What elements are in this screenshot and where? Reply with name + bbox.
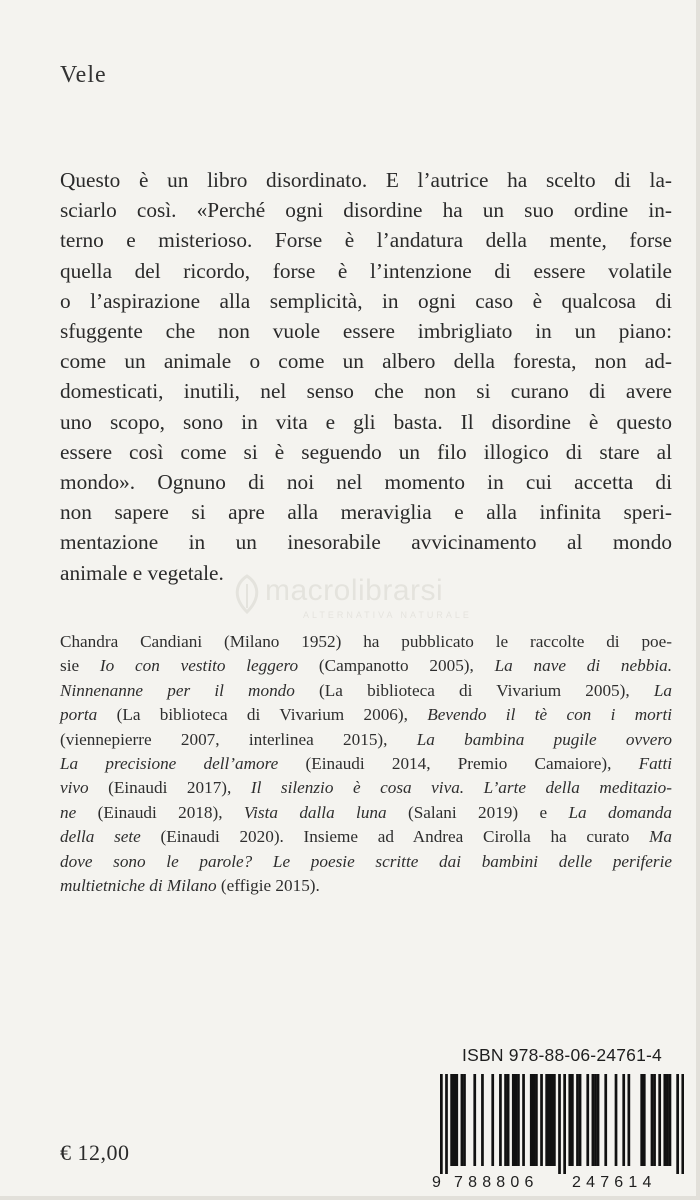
barcode-right-group: 247614	[572, 1174, 657, 1191]
barcode-bar	[445, 1074, 448, 1174]
barcode-bar	[576, 1074, 579, 1166]
barcode-bar	[681, 1074, 684, 1174]
barcode-bar	[473, 1074, 476, 1166]
barcode-bar	[461, 1074, 464, 1166]
blurb-line: mentazione in un inesorabile avvicinamento al mondo	[60, 530, 672, 555]
barcode-bar	[597, 1074, 600, 1166]
bio-line	[60, 825, 672, 849]
bio-text: (Campanotto 2005),	[298, 656, 495, 676]
barcode-bar	[553, 1074, 556, 1166]
barcode-bar	[463, 1074, 466, 1166]
barcode-bar	[512, 1074, 515, 1166]
barcode-bar	[653, 1074, 656, 1166]
bio-text: (Salani 2019) e	[386, 802, 569, 822]
barcode-bar	[676, 1074, 679, 1174]
blurb-line: sciarlo così. «Perché ogni disordine ha un suo ordine in-	[60, 198, 672, 223]
bio-text: sie	[60, 656, 100, 676]
barcode-bar	[563, 1074, 566, 1174]
bio-title-italic: Vista dalla luna	[243, 802, 387, 822]
barcode-bar	[453, 1074, 456, 1166]
blurb-line: uno scopo, sono in vita e gli basta. Il disordine è questo	[60, 409, 672, 434]
barcode-bar	[615, 1074, 618, 1166]
blurb-line: quella del ricordo, forse è l’intenzione di essere volatile	[60, 258, 672, 283]
barcode-bar	[643, 1074, 646, 1166]
author-bio	[60, 630, 672, 898]
barcode-bar	[540, 1074, 543, 1166]
bio-line	[60, 752, 672, 776]
barcode-bar	[568, 1074, 571, 1166]
barcode-bar	[666, 1074, 669, 1166]
bio-title-italic: multietniche di Milano	[60, 876, 217, 896]
bio-text: (Einaudi 2018),	[76, 802, 244, 822]
bio-title-italic: dove sono le parole? Le poesie scritte dai bambini delle periferie	[60, 851, 672, 871]
bio-title-italic: La precisione dell’amore	[60, 754, 279, 774]
bio-line	[60, 654, 672, 678]
barcode-bar	[455, 1074, 458, 1166]
watermark	[225, 570, 505, 622]
bio-line	[60, 874, 672, 898]
barcode-bar	[604, 1074, 607, 1166]
blurb-line: non sapere si apre alla meraviglia e alla infinita speri-	[60, 500, 672, 525]
blurb-line: domesticati, inutili, nel senso che non si curano di avere	[60, 379, 672, 404]
bio-title-italic: La bambina pugile ovvero	[416, 729, 672, 749]
barcode-bar	[545, 1074, 548, 1166]
bio-title-italic: La nave di nebbia.	[494, 656, 673, 676]
blurb-line: sfuggente che non vuole essere imbrigliato in un piano:	[60, 319, 672, 344]
barcode-bar	[571, 1074, 574, 1166]
series-title: Vele	[60, 62, 107, 88]
barcode-bar	[640, 1074, 643, 1166]
blurb-line: terno e misterioso. Forse è l’andatura della mente, forse	[60, 228, 672, 253]
bio-text: Chandra Candiani (Milano 1952) ha pubblicato le raccolte di poe-	[60, 632, 672, 651]
bio-title-italic: La domanda	[568, 802, 672, 822]
watermark-tagline: ALTERNATIVA NATURALE	[303, 610, 472, 620]
bio-line	[60, 776, 672, 800]
barcode-bar	[514, 1074, 517, 1166]
barcode-bar	[586, 1074, 589, 1166]
barcode-bar	[627, 1074, 630, 1166]
bio-text: (effigie 2015).	[216, 876, 320, 896]
bio-line	[60, 850, 672, 874]
barcode-first-digit: 9	[432, 1174, 441, 1191]
barcode-bar	[517, 1074, 520, 1166]
bio-text: (Einaudi 2014, Premio Camaiore),	[278, 754, 639, 774]
barcode-bar	[658, 1074, 661, 1166]
bio-title-italic: Io con vestito leggero	[99, 656, 299, 676]
bio-text: (Einaudi 2017),	[88, 778, 251, 798]
blurb-line: mondo». Ognuno di noi nel momento in cui accetta di	[60, 470, 672, 495]
bio-text: (viennepierre 2007, interlinea 2015),	[60, 729, 417, 749]
bio-title-italic: della sete	[60, 827, 141, 847]
bio-line	[60, 703, 672, 727]
barcode-bar	[535, 1074, 538, 1166]
barcode-bar	[579, 1074, 582, 1166]
bio-title-italic: Fatti	[638, 754, 672, 774]
bio-title-italic: La	[653, 680, 672, 700]
barcode-bar	[550, 1074, 553, 1166]
price: € 12,00	[60, 1140, 130, 1165]
barcode-bar	[548, 1074, 551, 1166]
barcode-bar	[504, 1074, 507, 1166]
watermark-brand: macrolibrarsi	[265, 574, 444, 607]
bio-title-italic: Ninnenanne per il mondo	[60, 680, 295, 700]
barcode-bar	[558, 1074, 561, 1174]
bio-text: (La biblioteca di Vivarium 2005),	[294, 680, 654, 700]
isbn-label: ISBN 978-88-06-24761-4	[462, 1045, 662, 1065]
bio-line	[60, 801, 672, 825]
bio-title-italic: Bevendo il tè con i morti	[427, 705, 672, 725]
bio-title-italic: ne	[60, 802, 77, 822]
leaf-logo-icon	[229, 574, 265, 614]
barcode-bar	[663, 1074, 666, 1166]
barcode-bar	[622, 1074, 625, 1166]
blurb-line: animale e vegetale.	[60, 560, 224, 585]
bio-title-italic: porta	[60, 705, 98, 725]
barcode-bar	[450, 1074, 453, 1166]
barcode-bar	[481, 1074, 484, 1166]
barcode-bar	[522, 1074, 525, 1166]
barcode-bar	[532, 1074, 535, 1166]
bio-line	[60, 630, 672, 654]
barcode-left-group: 788806	[454, 1174, 539, 1191]
barcode-bar	[491, 1074, 494, 1166]
bio-text: (La biblioteca di Vivarium 2006),	[97, 705, 428, 725]
bio-text: (Einaudi 2020). Insieme ad Andrea Cirolla ha curato	[140, 827, 650, 847]
barcode-bar	[669, 1074, 672, 1166]
bio-line	[60, 679, 672, 703]
barcode-bar	[594, 1074, 597, 1166]
barcode-bar	[651, 1074, 654, 1166]
blurb-line: come un animale o come un albero della foresta, non ad-	[60, 349, 672, 374]
barcode-bar	[592, 1074, 595, 1166]
blurb-line: o l’aspirazione alla semplicità, in ogni caso è qualcosa di	[60, 288, 672, 313]
blurb-text	[60, 165, 672, 588]
barcode-bar	[440, 1074, 443, 1174]
bio-title-italic: Ma	[649, 827, 672, 847]
bio-title-italic: vivo	[60, 778, 89, 798]
barcode-bar	[499, 1074, 502, 1166]
bio-line	[60, 728, 672, 752]
ean-barcode	[440, 1074, 684, 1174]
barcode-bar	[530, 1074, 533, 1166]
blurb-line: essere così come si è seguendo un filo illogico di stare al	[60, 439, 672, 464]
blurb-line: Questo è un libro disordinato. E l’autrice ha scelto di la-	[60, 168, 672, 192]
barcode-bar	[507, 1074, 510, 1166]
bio-title-italic: Il silenzio è cosa viva. L’arte della meditazio-	[250, 778, 672, 798]
